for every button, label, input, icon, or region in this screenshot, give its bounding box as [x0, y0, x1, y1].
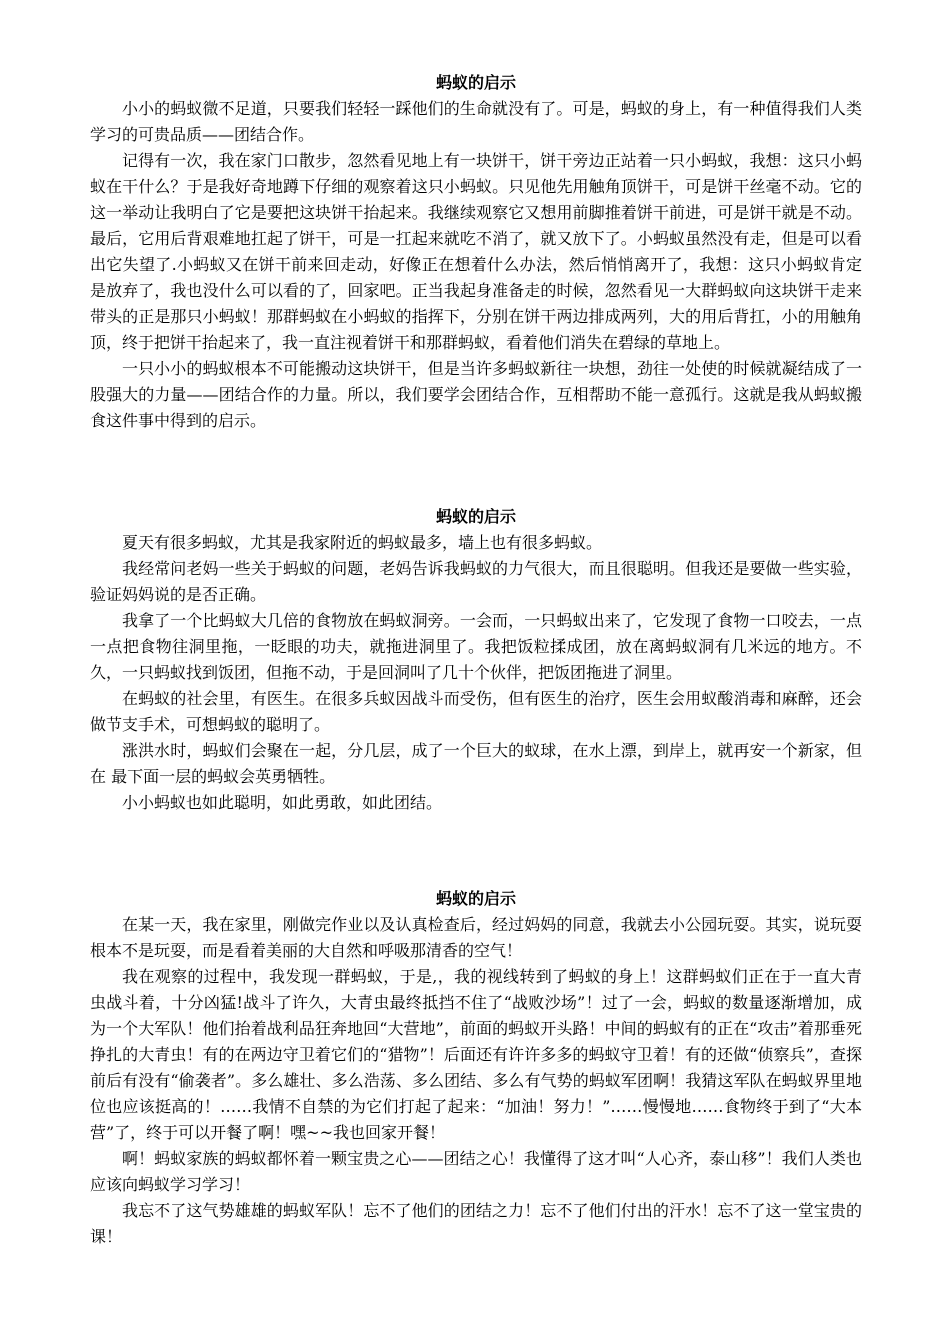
essay-1 [90, 70, 862, 434]
section-gap [90, 816, 862, 886]
essay-2 [90, 504, 862, 816]
essay-paragraph: 涨洪水时，蚂蚁们会聚在一起，分几层，成了一个巨大的蚁球，在水上漂，到岸上，就再安一个新家，但在 最下面一层的蚂蚁会英勇牺牲。 [90, 741, 862, 786]
essay-paragraph: 我经常问老妈一些关于蚂蚁的问题，老妈告诉我蚂蚁的力气很大，而且很聪明。但我还是要做一些实验，验证妈妈说的是否正确。 [90, 559, 862, 604]
essay-paragraph: 夏天有很多蚂蚁，尤其是我家附近的蚂蚁最多，墙上也有很多蚂蚁。 [122, 533, 603, 552]
essay-paragraph: 我在观察的过程中，我发现一群蚂蚁，于是,，我的视线转到了蚂蚁的身上！这群蚂蚁们正在于一直大青虫战斗着，十分凶猛!战斗了许久，大青虫最终抵挡不住了“战败沙场”！过了一会，蚂蚁的数量逐渐增加，成为一个大军队！他们抬着战利品狂奔地回“大营地”，前面的蚂蚁开头路！中间的蚂蚁有的正在“攻击”着那垂死挣扎的大青虫！有的在两边守卫着它们的“猎物”！后面还有许许多多的蚂蚁守卫着！有的还做“侦察兵”，查探前后有没有“偷袭者”。多么雄壮、多么浩荡、多么团结、多么有气势的蚂蚁军团啊！我猜这军队在蚂蚁界里地位也应该挺高的！……我情不自禁的为它们打起了起来：“加油！努力！”……慢慢地……食物终于到了“大本营”了，终于可以开餐了啊！嘿~~我也回家开餐！ [90, 967, 862, 1142]
section-gap [90, 434, 862, 504]
essay-paragraph: 在蚂蚁的社会里，有医生。在很多兵蚁因战斗而受伤，但有医生的治疗，医生会用蚁酸消毒和麻醉，还会做节支手术，可想蚂蚁的聪明了。 [90, 689, 862, 734]
essay-paragraph: 记得有一次，我在家门口散步，忽然看见地上有一块饼干，饼干旁边正站着一只小蚂蚁，我想：这只小蚂蚁在干什么？于是我好奇地蹲下仔细的观察着这只小蚂蚁。只见他先用触角顶饼干，可是饼干丝毫不动。它的这一举动让我明白了它是要把这块饼干抬起来。我继续观察它又想用前脚推着饼干前进，可是饼干就是不动。最后，它用后背艰难地扛起了饼干，可是一扛起来就吃不消了，就又放下了。小蚂蚁虽然没有走，但是可以看出它失望了.小蚂蚁又在饼干前来回走动，好像正在想着什么办法，然后悄悄离开了，我想：这只小蚂蚁肯定是放弃了，我也没什么可以看的了，回家吧。正当我起身准备走的时候，忽然看见一大群蚂蚁向这块饼干走来带头的正是那只小蚂蚁！那群蚂蚁在小蚂蚁的指挥下，分别在饼干两边排成两列，大的用后背扛，小的用触角顶，终于把饼干抬起来了，我一直注视着饼干和那群蚂蚁，看着他们消失在碧绿的草地上。 [90, 151, 862, 352]
essay-paragraph: 我忘不了这气势雄雄的蚂蚁军队！忘不了他们的团结之力！忘不了他们付出的汗水！忘不了这一堂宝贵的课！ [90, 1201, 862, 1246]
essay-paragraph: 我拿了一个比蚂蚁大几倍的食物放在蚂蚁洞旁。一会而，一只蚂蚁出来了，它发现了食物一口咬去，一点一点把食物往洞里拖，一眨眼的功夫，就拖进洞里了。我把饭粒揉成团，放在离蚂蚁洞有几米远的地方。不久，一只蚂蚁找到饭团，但拖不动，于是回洞叫了几十个伙伴，把饭团拖进了洞里。 [90, 611, 862, 682]
essay-title: 蚂蚁的启示 [435, 73, 516, 92]
essay-paragraph: 小小蚂蚁也如此聪明，如此勇敢，如此团结。 [122, 793, 443, 812]
essay-3 [90, 886, 862, 1250]
essay-paragraph: 啊！蚂蚁家族的蚂蚁都怀着一颗宝贵之心——团结之心！我懂得了这才叫“人心齐，泰山移”！我们人类也应该向蚂蚁学习学习！ [90, 1149, 862, 1194]
essay-paragraph: 一只小小的蚂蚁根本不可能搬动这块饼干，但是当许多蚂蚁新往一块想，劲往一处使的时候就凝结成了一股强大的力量——团结合作的力量。所以，我们要学会团结合作，互相帮助不能一意孤行。这就是我从蚂蚁搬食这件事中得到的启示。 [90, 359, 862, 430]
essay-paragraph: 小小的蚂蚁微不足道，只要我们轻轻一踩他们的生命就没有了。可是，蚂蚁的身上，有一种值得我们人类学习的可贵品质——团结合作。 [90, 99, 862, 144]
essay-paragraph: 在某一天，我在家里，刚做完作业以及认真检查后，经过妈妈的同意，我就去小公园玩耍。其实，说玩耍根本不是玩耍，而是看着美丽的大自然和呼吸那清香的空气！ [90, 915, 862, 960]
document-page [90, 70, 862, 1250]
essay-title: 蚂蚁的启示 [435, 507, 516, 526]
essay-title: 蚂蚁的启示 [435, 889, 516, 908]
